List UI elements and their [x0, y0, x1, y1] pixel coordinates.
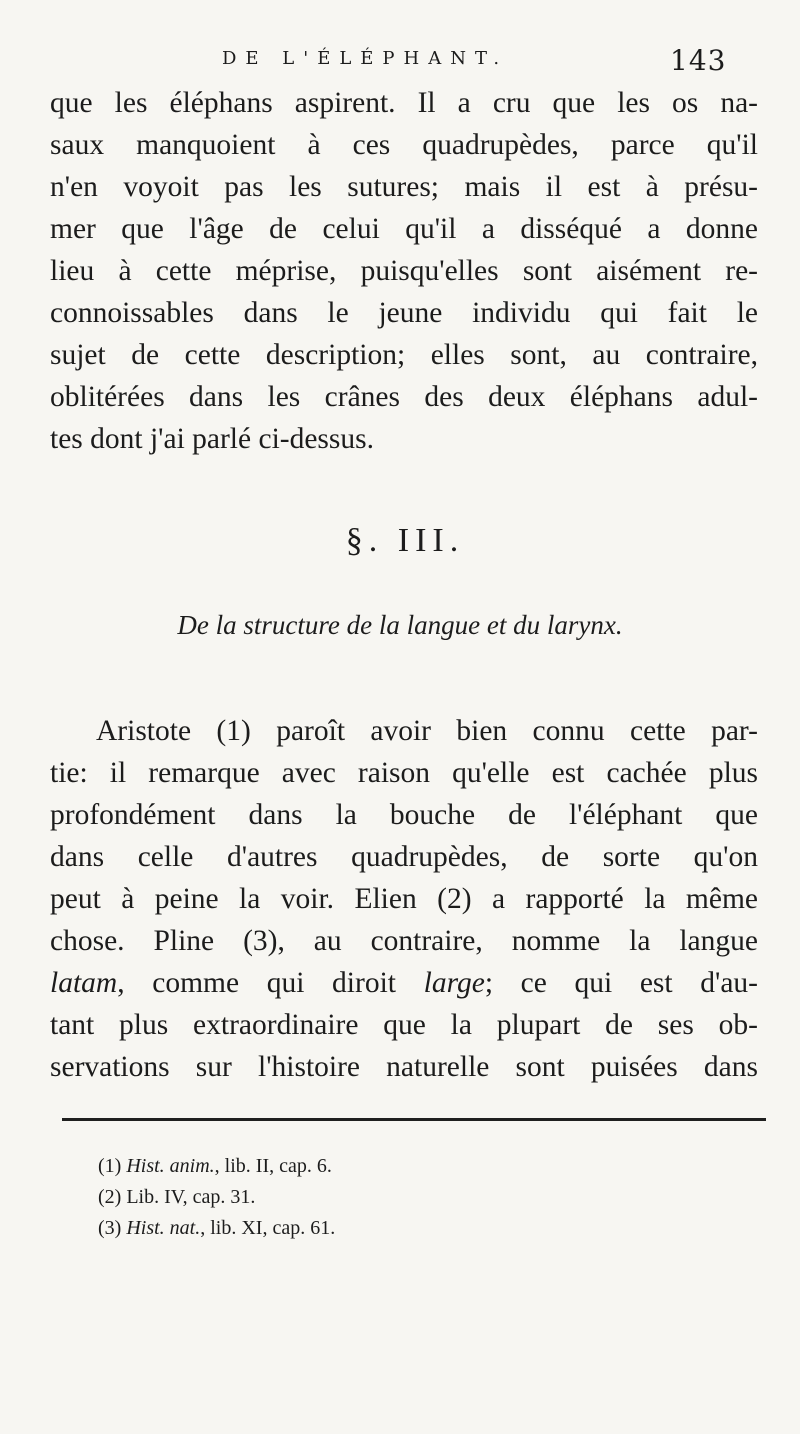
text-line: saux manquoient à ces quadrupèdes, parce qu'il: [50, 129, 758, 161]
text-line: [50, 920, 758, 962]
italic-text: Hist. nat.: [126, 1217, 201, 1239]
text-line: [50, 962, 758, 1004]
text-line: [50, 1004, 758, 1046]
text-line: [50, 710, 758, 752]
text-run: chose. Pline (3), au contraire, nomme la langue: [50, 925, 758, 957]
italic-text: Hist. anim.: [126, 1155, 215, 1177]
text-line: lieu à cette méprise, puisqu'elles sont aisément re-: [50, 255, 758, 287]
text-run: peut à peine la voir. Elien (2) a rapporté la même: [50, 883, 758, 915]
text-line: [50, 878, 758, 920]
running-title: DE L'ÉLÉPHANT.: [222, 48, 509, 69]
italic-text: large: [423, 967, 485, 999]
text-run: (1): [98, 1155, 127, 1177]
text-run: , comme qui diroit: [117, 967, 424, 999]
running-head: [0, 40, 800, 80]
section-number: §. III.: [345, 522, 465, 559]
footnote: [98, 1186, 255, 1209]
text-line: oblitérées dans les crânes des deux éléphans adul-: [50, 381, 758, 413]
footnote: [98, 1155, 332, 1178]
text-line: [50, 1046, 758, 1088]
text-run: servations sur l'histoire naturelle sont puisées dans: [50, 1051, 758, 1083]
text-line: [50, 794, 758, 836]
text-run: Aristote (1) paroît avoir bien connu cette par-: [96, 715, 758, 747]
footnote-rule: [62, 1118, 766, 1121]
page-number: 143: [670, 44, 727, 77]
text-line: sujet de cette description; elles sont, au contraire,: [50, 339, 758, 371]
text-line: tes dont j'ai parlé ci-dessus.: [50, 423, 374, 455]
footnote: [98, 1217, 335, 1240]
text-run: , lib. XI, cap. 61.: [200, 1217, 336, 1239]
text-run: tie: il remarque avec raison qu'elle est cachée plus: [50, 757, 758, 789]
text-run: profondément dans la bouche de l'éléphant que: [50, 799, 758, 831]
italic-text: latam: [50, 967, 118, 999]
text-run: , lib. II, cap. 6.: [214, 1155, 332, 1177]
text-run: (3): [98, 1217, 127, 1239]
text-run: (2) Lib. IV, cap. 31.: [98, 1186, 256, 1208]
text-run: tant plus extraordinaire que la plupart de ses ob-: [50, 1009, 758, 1041]
text-line: [50, 836, 758, 878]
text-run: dans celle d'autres quadrupèdes, de sorte qu'on: [50, 841, 758, 873]
text-line: [50, 752, 758, 794]
section-title: De la structure de la langue et du larynx.: [177, 610, 623, 640]
text-line: mer que l'âge de celui qu'il a disséqué a donne: [50, 213, 758, 245]
text-line: que les éléphans aspirent. Il a cru que les os na-: [50, 87, 758, 119]
text-line: connoissables dans le jeune individu qui fait le: [50, 297, 758, 329]
text-run: ; ce qui est d'au-: [484, 967, 758, 999]
text-line: n'en voyoit pas les sutures; mais il est à présu-: [50, 171, 758, 203]
